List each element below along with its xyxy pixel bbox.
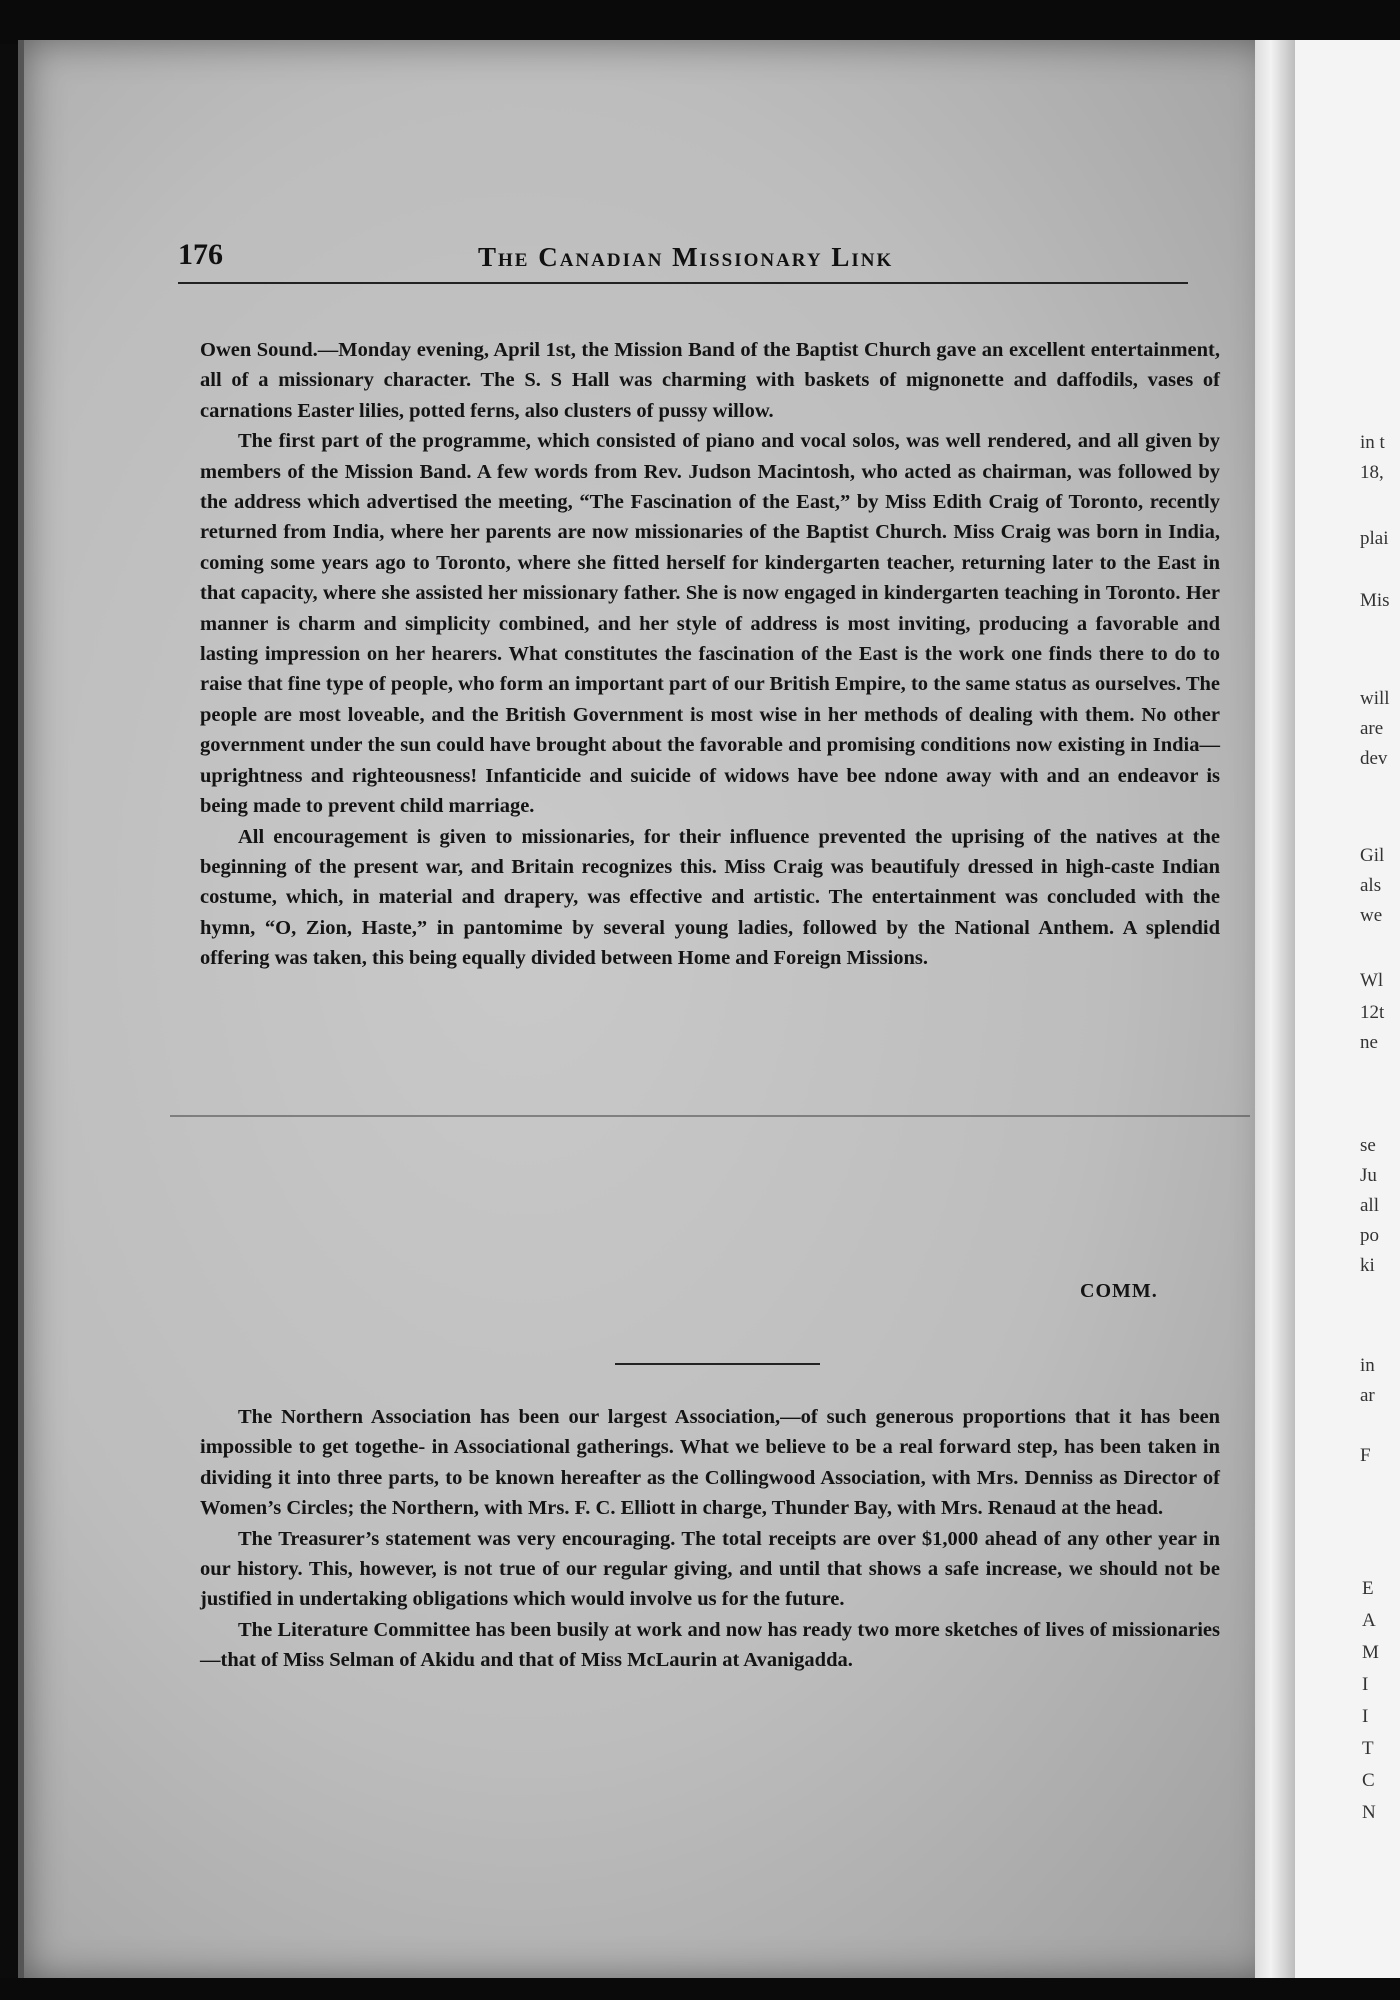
margin-fragment: Wl: [1360, 970, 1384, 991]
article-signature: COMM.: [1080, 1280, 1158, 1302]
section-divider: [615, 1363, 820, 1365]
left-page: [18, 40, 1274, 1980]
margin-fragment: C: [1362, 1770, 1375, 1791]
margin-fragment: E: [1362, 1578, 1374, 1599]
margin-fragment: dev: [1360, 748, 1388, 769]
article-paragraph: The Northern Association has been our largest Association,—of such generous proportions that it has been impossible to get togethe- in Associational gatherings. What we believe to be a real forward step, has been taken in dividing it into three parts, to be known hereafter as the Collingwood Association, with Mrs. Denniss as Director of Women’s Circles; the Northern, with Mrs. F. C. Elliott in charge, Thunder Bay, with Mrs. Renaud at the head.: [200, 1406, 1220, 1520]
margin-fragment: po: [1360, 1225, 1379, 1246]
margin-fragment: 18,: [1360, 462, 1384, 483]
margin-fragment: I: [1362, 1674, 1369, 1695]
margin-fragment: ar: [1360, 1385, 1375, 1406]
article-owen-sound: [200, 335, 1220, 974]
article-northern-association: [200, 1402, 1220, 1676]
article-paragraph: The first part of the programme, which consisted of piano and vocal solos, was well rendered, and all given by members of the Mission Band. A few words from Rev. Judson Macintosh, who acted as chairman, was followed by the address which advertised the meeting, “The Fascination of the East,” by Miss Edith Craig of Toronto, recently returned from India, where her parents are now missionaries of the Baptist Church. Miss Craig was born in India, coming some years ago to Toronto, where she fitted herself for kindergarten teacher, returning later to the East in that capacity, where she assisted her missionary father. She is now engaged in kindergarten teaching in Toronto. Her manner is charm and simplicity combined, and her style of address is most inviting, producing a favorable and lasting impression on her hearers. What constitutes the fascination of the East is the work one finds there to do to raise that fine type of people, who form an important part of our British Empire, to the same status as ourselves. The people are most loveable, and the British Government is most wise in her methods of dealing with them. No other government under the sun could have brought about the favorable and promising conditions now existing in India—uprightness and righteousness! Infanticide and suicide of widows have bee ndone away with and an endeavor is being made to prevent child marriage.: [200, 430, 1220, 818]
page-number: 176: [178, 238, 223, 271]
margin-fragment: Mis: [1360, 590, 1390, 611]
margin-fragment: are: [1360, 718, 1384, 739]
margin-fragment: I: [1362, 1706, 1369, 1727]
running-head: [178, 232, 1188, 284]
margin-fragment: Ju: [1360, 1165, 1377, 1186]
article-paragraph: All encouragement is given to missionaries, for their influence prevented the uprising of the natives at the beginning of the present war, and Britain recognizes this. Miss Craig was beautifuly dressed in high-caste Indian costume, which, in material and drapery, was effective and artistic. The entertainment was concluded with the hymn, “O, Zion, Haste,” in pantomime by several young ladies, followed by the National Anthem. A splendid offering was taken, this being equally divided between Home and Foreign Missions.: [200, 825, 1220, 970]
article-paragraph: The Literature Committee has been busily at work and now has ready two more sketches of lives of missionaries—that of Miss Selman of Akidu and that of Miss McLaurin at Avanigadda.: [200, 1618, 1220, 1672]
scan-top-border: [0, 0, 1400, 44]
margin-fragment: M: [1362, 1642, 1379, 1663]
margin-fragment: T: [1362, 1738, 1374, 1759]
margin-fragment: als: [1360, 875, 1382, 896]
article-paragraph: The Treasurer’s statement was very encouraging. The total receipts are over $1,000 ahead of any other year in our history. This, however, is not true of our regular giving, and until that shows a safe increase, we should not be justified in undertaking obligations which would involve us for the future.: [200, 1527, 1220, 1611]
margin-fragment: in: [1360, 1355, 1375, 1376]
margin-fragment: we: [1360, 905, 1383, 926]
margin-fragment: A: [1362, 1610, 1376, 1631]
margin-fragment: 12t: [1360, 1002, 1385, 1023]
margin-fragment: N: [1362, 1802, 1376, 1823]
margin-fragment: F: [1360, 1445, 1371, 1466]
book-gutter: [1255, 40, 1295, 1980]
margin-fragment: ki: [1360, 1255, 1375, 1276]
margin-fragment: all: [1360, 1195, 1379, 1216]
page-fold-line: [170, 1115, 1250, 1117]
margin-fragment: Gil: [1360, 845, 1385, 866]
margin-fragment: plai: [1360, 528, 1389, 549]
margin-fragment: se: [1360, 1135, 1376, 1156]
margin-fragment: in t: [1360, 432, 1385, 453]
margin-fragment: will: [1360, 688, 1390, 709]
scan-bottom-border: [0, 1978, 1400, 2000]
article-paragraph: Owen Sound.—Monday evening, April 1st, the Mission Band of the Baptist Church gave an excellent entertainment, all of a missionary character. The S. S Hall was charming with baskets of mignonette and daffodils, vases of carnations Easter lilies, potted ferns, also clusters of pussy willow.: [200, 339, 1220, 422]
journal-title: The Canadian Missionary Link: [478, 242, 894, 272]
article-lead: Owen Sound.: [200, 339, 318, 361]
margin-fragment: ne: [1360, 1032, 1378, 1053]
